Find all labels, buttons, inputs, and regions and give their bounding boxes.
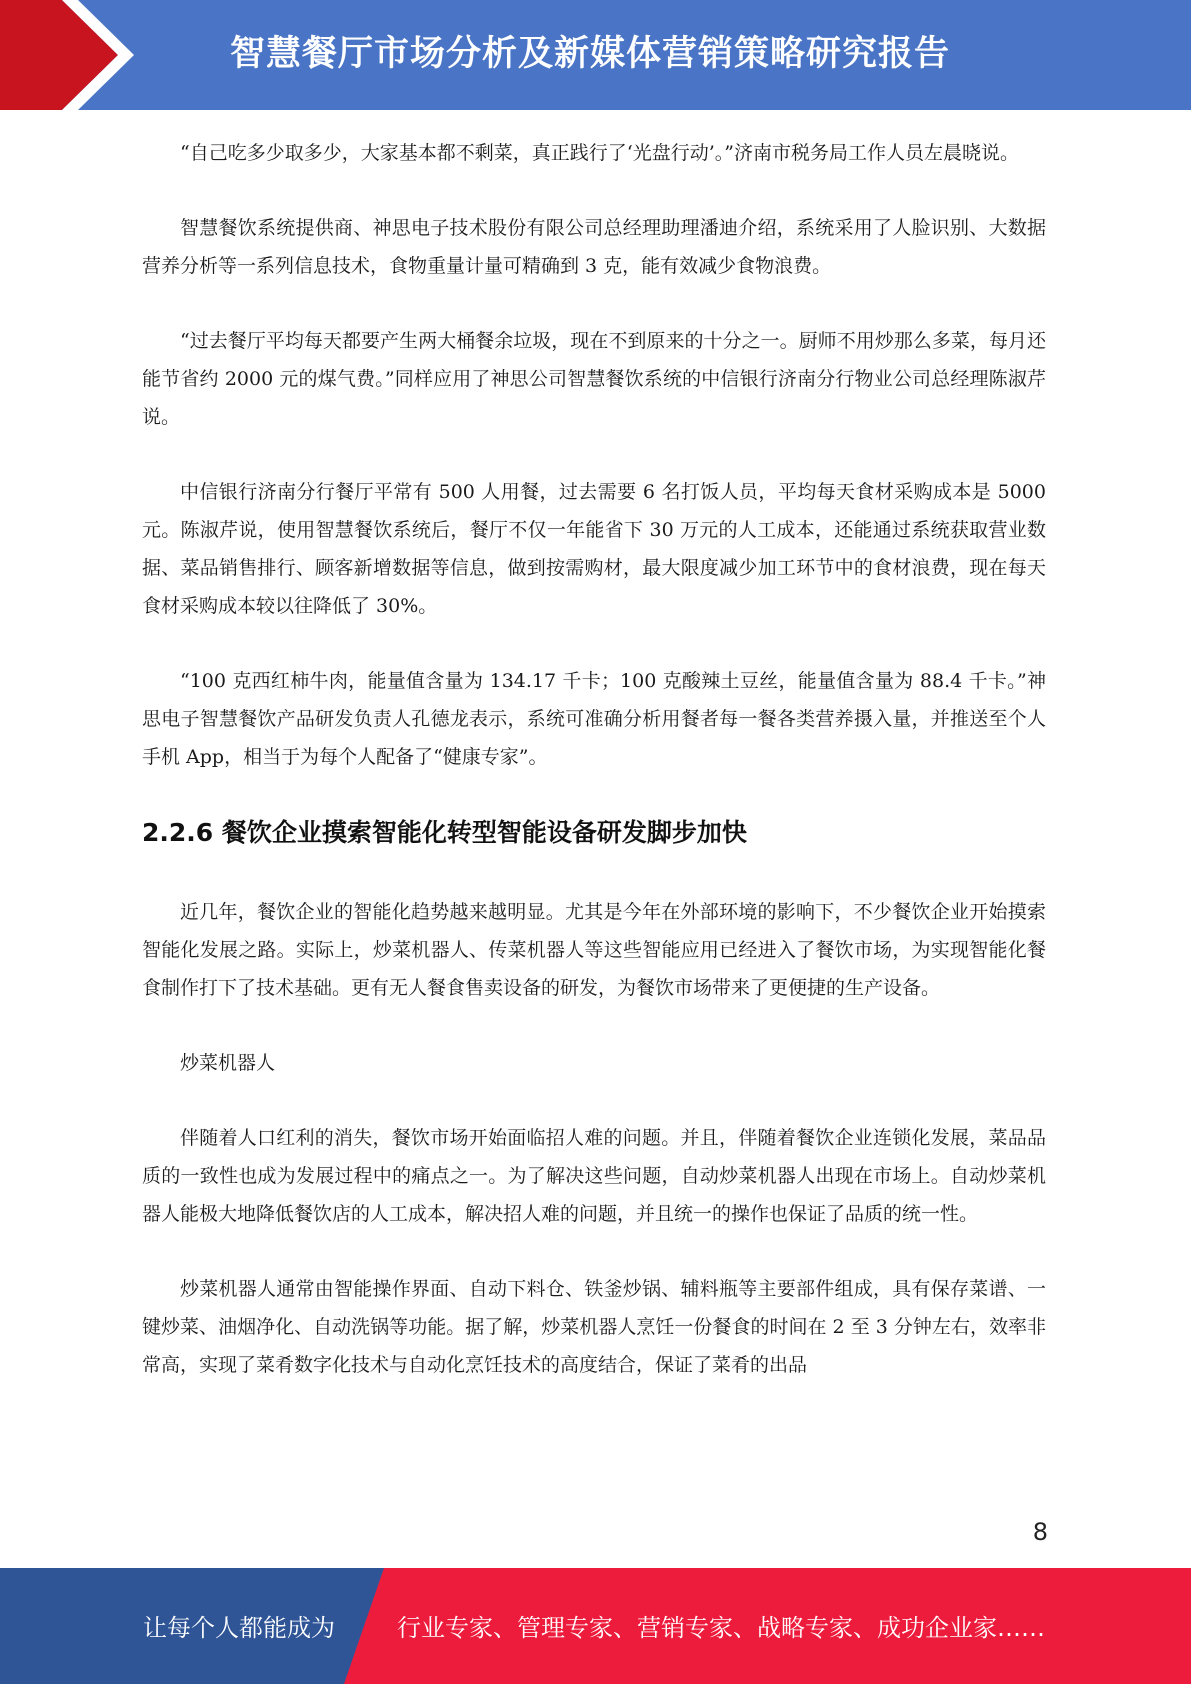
- footer-slogan-left: 让每个人都能成为: [143, 1614, 335, 1642]
- paragraph: “过去餐厅平均每天都要产生两大桶餐余垃圾，现在不到原来的十分之一。厨师不用炒那么多菜，每月还能节省约 2000 元的煤气费。”同样应用了神思公司智慧餐饮系统的中信银行济南分行物业公司总经理陈淑芹说。: [142, 330, 1046, 428]
- header-arrow-decoration: [0, 0, 160, 110]
- paragraph: “100 克西红柿牛肉，能量值含量为 134.17 千卡；100 克酸辣土豆丝，能量值含量为 88.4 千卡。”神思电子智慧餐饮产品研发负责人孔德龙表示，系统可准确分析用餐者每一餐各类营养摄入量，并推送至个人手机 App，相当于为每个人配备了“健康专家”。: [142, 670, 1046, 768]
- paragraph: 中信银行济南分行餐厅平常有 500 人用餐，过去需要 6 名打饭人员，平均每天食材采购成本是 5000 元。陈淑芹说，使用智慧餐饮系统后，餐厅不仅一年能省下 30 万元的人工成本，还能通过系统获取营业数据、菜品销售排行、顾客新增数据等信息，做到按需购材，最大限度减少加工环节中的食材浪费，现在每天食材采购成本较以往降低了 30%。: [142, 481, 1046, 617]
- paragraph: 炒菜机器人通常由智能操作界面、自动下料仓、铁釜炒锅、辅料瓶等主要部件组成，具有保存菜谱、一键炒菜、油烟净化、自动洗锅等功能。据了解，炒菜机器人烹饪一份餐食的时间在 2 至 3 分钟左右，效率非常高，实现了菜肴数字化技术与自动化烹饪技术的高度结合，保证了菜肴的出品: [142, 1278, 1046, 1376]
- paragraph: 智慧餐饮系统提供商、神思电子技术股份有限公司总经理助理潘迪介绍，系统采用了人脸识别、大数据营养分析等一系列信息技术，食物重量计量可精确到 3 克，能有效减少食物浪费。: [142, 217, 1046, 277]
- footer-slogan-right: 行业专家、管理专家、营销专家、战略专家、成功企业家……: [397, 1614, 1045, 1642]
- report-title: 智慧餐厅市场分析及新媒体营销策略研究报告: [230, 34, 951, 74]
- document-body: [142, 134, 1046, 1421]
- page-number: 8: [1032, 1518, 1048, 1546]
- subheading-paragraph: 炒菜机器人: [180, 1052, 276, 1074]
- paragraph: “自己吃多少取多少，大家基本都不剩菜，真正践行了‘光盘行动’。”济南市税务局工作人员左晨晓说。: [180, 142, 1020, 164]
- paragraph: 近几年，餐饮企业的智能化趋势越来越明显。尤其是今年在外部环境的影响下，不少餐饮企业开始摸索智能化发展之路。实际上，炒菜机器人、传菜机器人等这些智能应用已经进入了餐饮市场，为实现智能化餐食制作打下了技术基础。更有无人餐食售卖设备的研发，为餐饮市场带来了更便捷的生产设备。: [142, 901, 1046, 999]
- section-heading: 2.2.6 餐饮企业摸索智能化转型智能设备研发脚步加快: [142, 818, 747, 847]
- page-footer: [0, 1568, 1191, 1684]
- paragraph: 伴随着人口红利的消失，餐饮市场开始面临招人难的问题。并且，伴随着餐饮企业连锁化发展，菜品品质的一致性也成为发展过程中的痛点之一。为了解决这些问题，自动炒菜机器人出现在市场上。自动炒菜机器人能极大地降低餐饮店的人工成本，解决招人难的问题，并且统一的操作也保证了品质的统一性。: [142, 1127, 1046, 1225]
- page-header: [0, 0, 1191, 110]
